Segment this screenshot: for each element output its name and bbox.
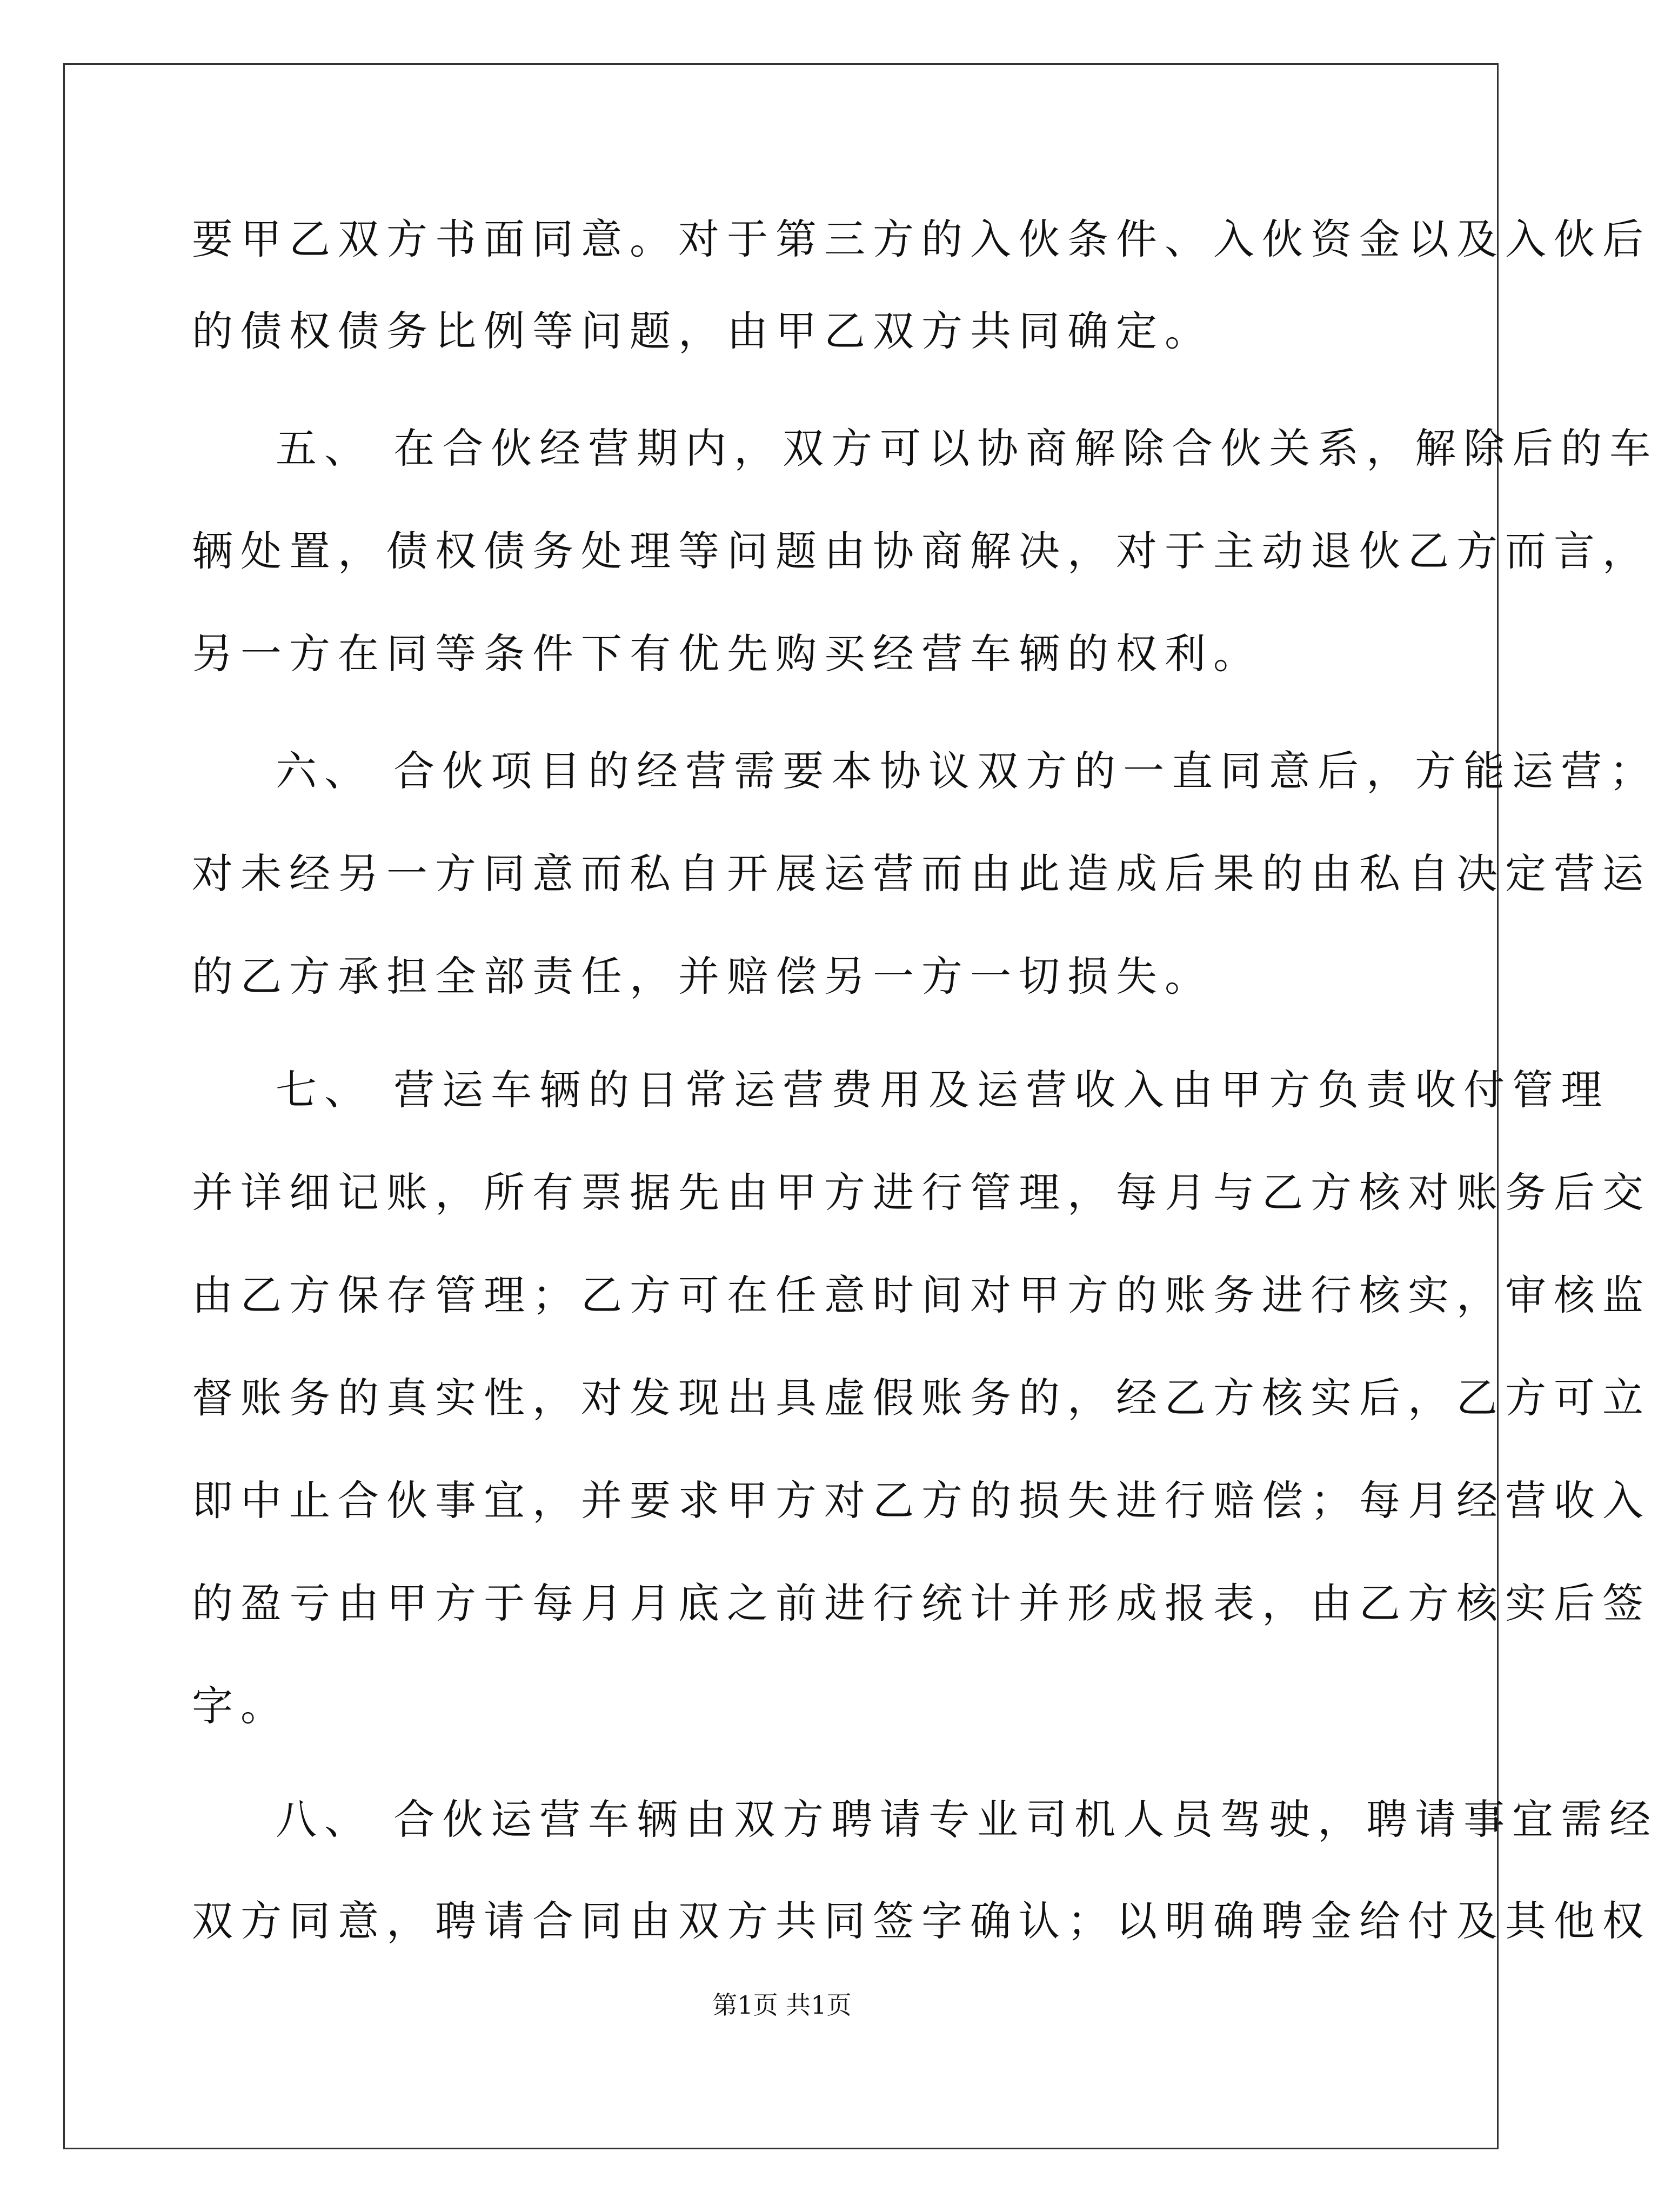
text-line-2: 的债权债务比例等问题，由甲乙双方共同确定。 — [192, 307, 1213, 355]
clause-8-line-1: 八、 合伙运营车辆由双方聘请专业司机人员驾驶，聘请事宜需经 — [276, 1795, 1658, 1843]
clause-7-line-3: 由乙方保存管理；乙方可在任意时间对甲方的账务进行核实，审核监 — [192, 1271, 1651, 1319]
clause-6-line-2: 对未经另一方同意而私自开展运营而由此造成后果的由私自决定营运 — [192, 850, 1651, 898]
clause-8-line-2: 双方同意，聘请合同由双方共同签字确认；以明确聘金给付及其他权 — [192, 1897, 1651, 1945]
page-number-footer: 第1页 共1页 — [712, 1990, 852, 2020]
clause-7-line-7: 字。 — [192, 1682, 289, 1730]
clause-6-line-3: 的乙方承担全部责任，并赔偿另一方一切损失。 — [192, 952, 1213, 1000]
clause-7-line-1: 七、 营运车辆的日常运营费用及运营收入由甲方负责收付管理 — [276, 1066, 1610, 1114]
text-line-1: 要甲乙双方书面同意。对于第三方的入伙条件、入伙资金以及入伙后 — [192, 215, 1651, 263]
clause-7-line-5: 即中止合伙事宜，并要求甲方对乙方的损失进行赔偿；每月经营收入 — [192, 1476, 1651, 1525]
clause-5-line-3: 另一方在同等条件下有优先购买经营车辆的权利。 — [192, 630, 1262, 678]
clause-7-line-2: 并详细记账，所有票据先由甲方进行管理，每月与乙方核对账务后交 — [192, 1168, 1651, 1217]
clause-5-line-1: 五、 在合伙经营期内，双方可以协商解除合伙关系，解除后的车 — [276, 424, 1658, 472]
clause-7-line-6: 的盈亏由甲方于每月月底之前进行统计并形成报表，由乙方核实后签 — [192, 1579, 1651, 1627]
clause-5-line-2: 辆处置，债权债务处理等问题由协商解决，对于主动退伙乙方而言， — [192, 527, 1651, 575]
clause-6-line-1: 六、 合伙项目的经营需要本协议双方的一直同意后，方能运营； — [276, 747, 1658, 795]
clause-7-line-4: 督账务的真实性，对发现出具虚假账务的，经乙方核实后，乙方可立 — [192, 1374, 1651, 1422]
